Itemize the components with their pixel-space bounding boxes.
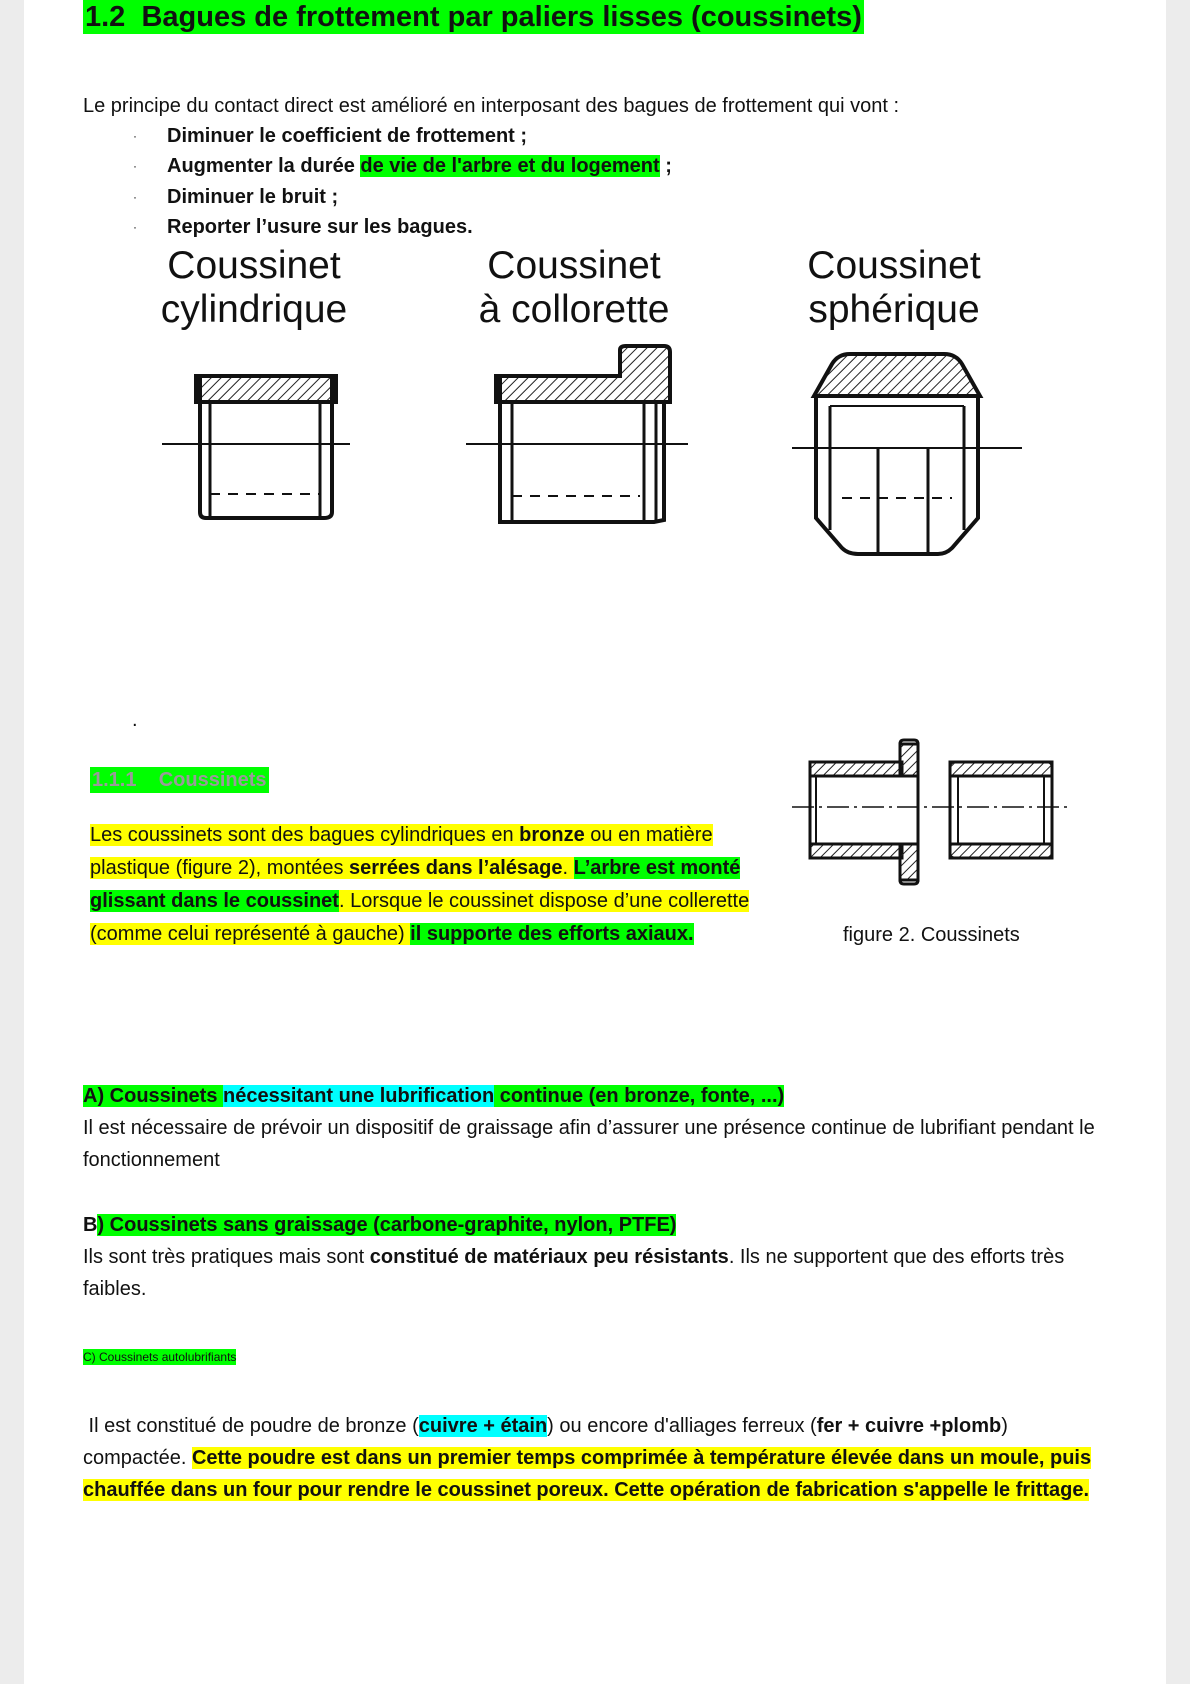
intro-paragraph: Le principe du contact direct est amélioré en interposant des bagues de frottement qui vont : [83, 95, 900, 117]
highlighted-text: de vie de l'arbre et du logement [360, 155, 660, 177]
text-span: compactée. [83, 1447, 192, 1469]
bullet-marker: · [133, 190, 137, 204]
section-c-heading: C) Coussinets autolubrifiants [83, 1350, 237, 1364]
text-span: . Ils ne supportent que des efforts très [728, 1246, 1065, 1268]
list-item-text: Diminuer le bruit ; [167, 186, 339, 208]
figure-label-line: Coussinet [167, 244, 341, 287]
bullet-marker: · [133, 220, 137, 234]
text-span: Les coussinets sont des bagues cylindriques en [90, 824, 520, 846]
text-span: bronze [519, 824, 585, 846]
stray-dot: . [132, 709, 138, 731]
text-span: Il est constitué de poudre de bronze ( [83, 1415, 419, 1437]
section-b-heading [83, 1209, 676, 1241]
text-span: glissant dans le coussinet [90, 890, 339, 912]
section-c-line [83, 1474, 1089, 1506]
subsection-title: Coussinets [158, 769, 267, 791]
text-span: continue (en bronze, fonte, ...) [494, 1085, 785, 1107]
text-span: L’arbre est monté [573, 857, 741, 879]
text-span: (comme celui représenté à gauche) [90, 923, 411, 945]
list-item-text: ; [659, 155, 672, 177]
section-title-text: Bagues de frottement par paliers lisses (coussinets) [141, 1, 862, 33]
list-item-text: Augmenter la durée [167, 155, 361, 177]
text-span: ) Coussinets sans graissage (carbone-graphite, nylon, PTFE) [97, 1214, 677, 1236]
figure-label-line: sphérique [808, 288, 980, 331]
section-b-line [83, 1241, 1064, 1273]
figure-label-line: cylindrique [160, 288, 348, 331]
text-span: Cette poudre est dans un premier temps comprimée à température élevée dans un moule, puis [191, 1447, 1092, 1469]
text-span: fer + cuivre +plomb [816, 1415, 1002, 1437]
section-b-line: faibles. [83, 1278, 147, 1300]
text-span: B [83, 1214, 98, 1236]
subsection-number: 1.1.1 [92, 769, 137, 791]
section-a-heading [83, 1080, 784, 1112]
list-item-text: Reporter l’usure sur les bagues. [167, 216, 473, 238]
text-span: A) Coussinets [83, 1085, 224, 1107]
text-span: cuivre + étain [418, 1415, 548, 1437]
section-a-line: fonctionnement [83, 1149, 220, 1171]
list-item-text: Diminuer le coefficient de frottement ; [167, 125, 528, 147]
figure-label-line: à collorette [478, 288, 670, 331]
section-number: 1.2 [85, 1, 126, 33]
figure-label-line: Coussinet [487, 244, 661, 287]
text-span: serrées dans l’alésage [349, 857, 563, 879]
text-span: plastique (figure 2), montées [90, 857, 350, 879]
section-c-line [83, 1410, 1008, 1442]
text-span: ou en matière [584, 824, 713, 846]
figure-label-line: Coussinet [807, 244, 981, 287]
text-span: Ils sont très pratiques mais sont [83, 1246, 370, 1268]
text-span: ) ou encore d'alliages ferreux ( [547, 1415, 817, 1437]
text-span: il supporte des efforts axiaux. [410, 923, 694, 945]
document-page [24, 0, 1166, 1684]
text-span: . Lorsque le coussinet dispose d’une collerette [338, 890, 750, 912]
text-span: ) [1001, 1415, 1008, 1437]
bullet-marker: · [133, 129, 137, 143]
section-c-line [83, 1442, 1091, 1474]
text-span: chauffée dans un four pour rendre le coussinet poreux. Cette opération de fabrication s'appelle le frittage. [83, 1479, 1090, 1501]
section-a-line: Il est nécessaire de prévoir un dispositif de graissage afin d’assurer une présence continue de lubrifiant pendant le [83, 1117, 1095, 1139]
bullet-marker: · [133, 159, 137, 173]
text-span: nécessitant une lubrification [223, 1085, 495, 1107]
figure2-caption: figure 2. Coussinets [843, 924, 1020, 946]
text-span: constitué de matériaux peu résistants [369, 1246, 729, 1268]
paragraph-line [90, 918, 749, 951]
figure2-drawing [24, 0, 1166, 900]
text-span: . [562, 857, 574, 879]
